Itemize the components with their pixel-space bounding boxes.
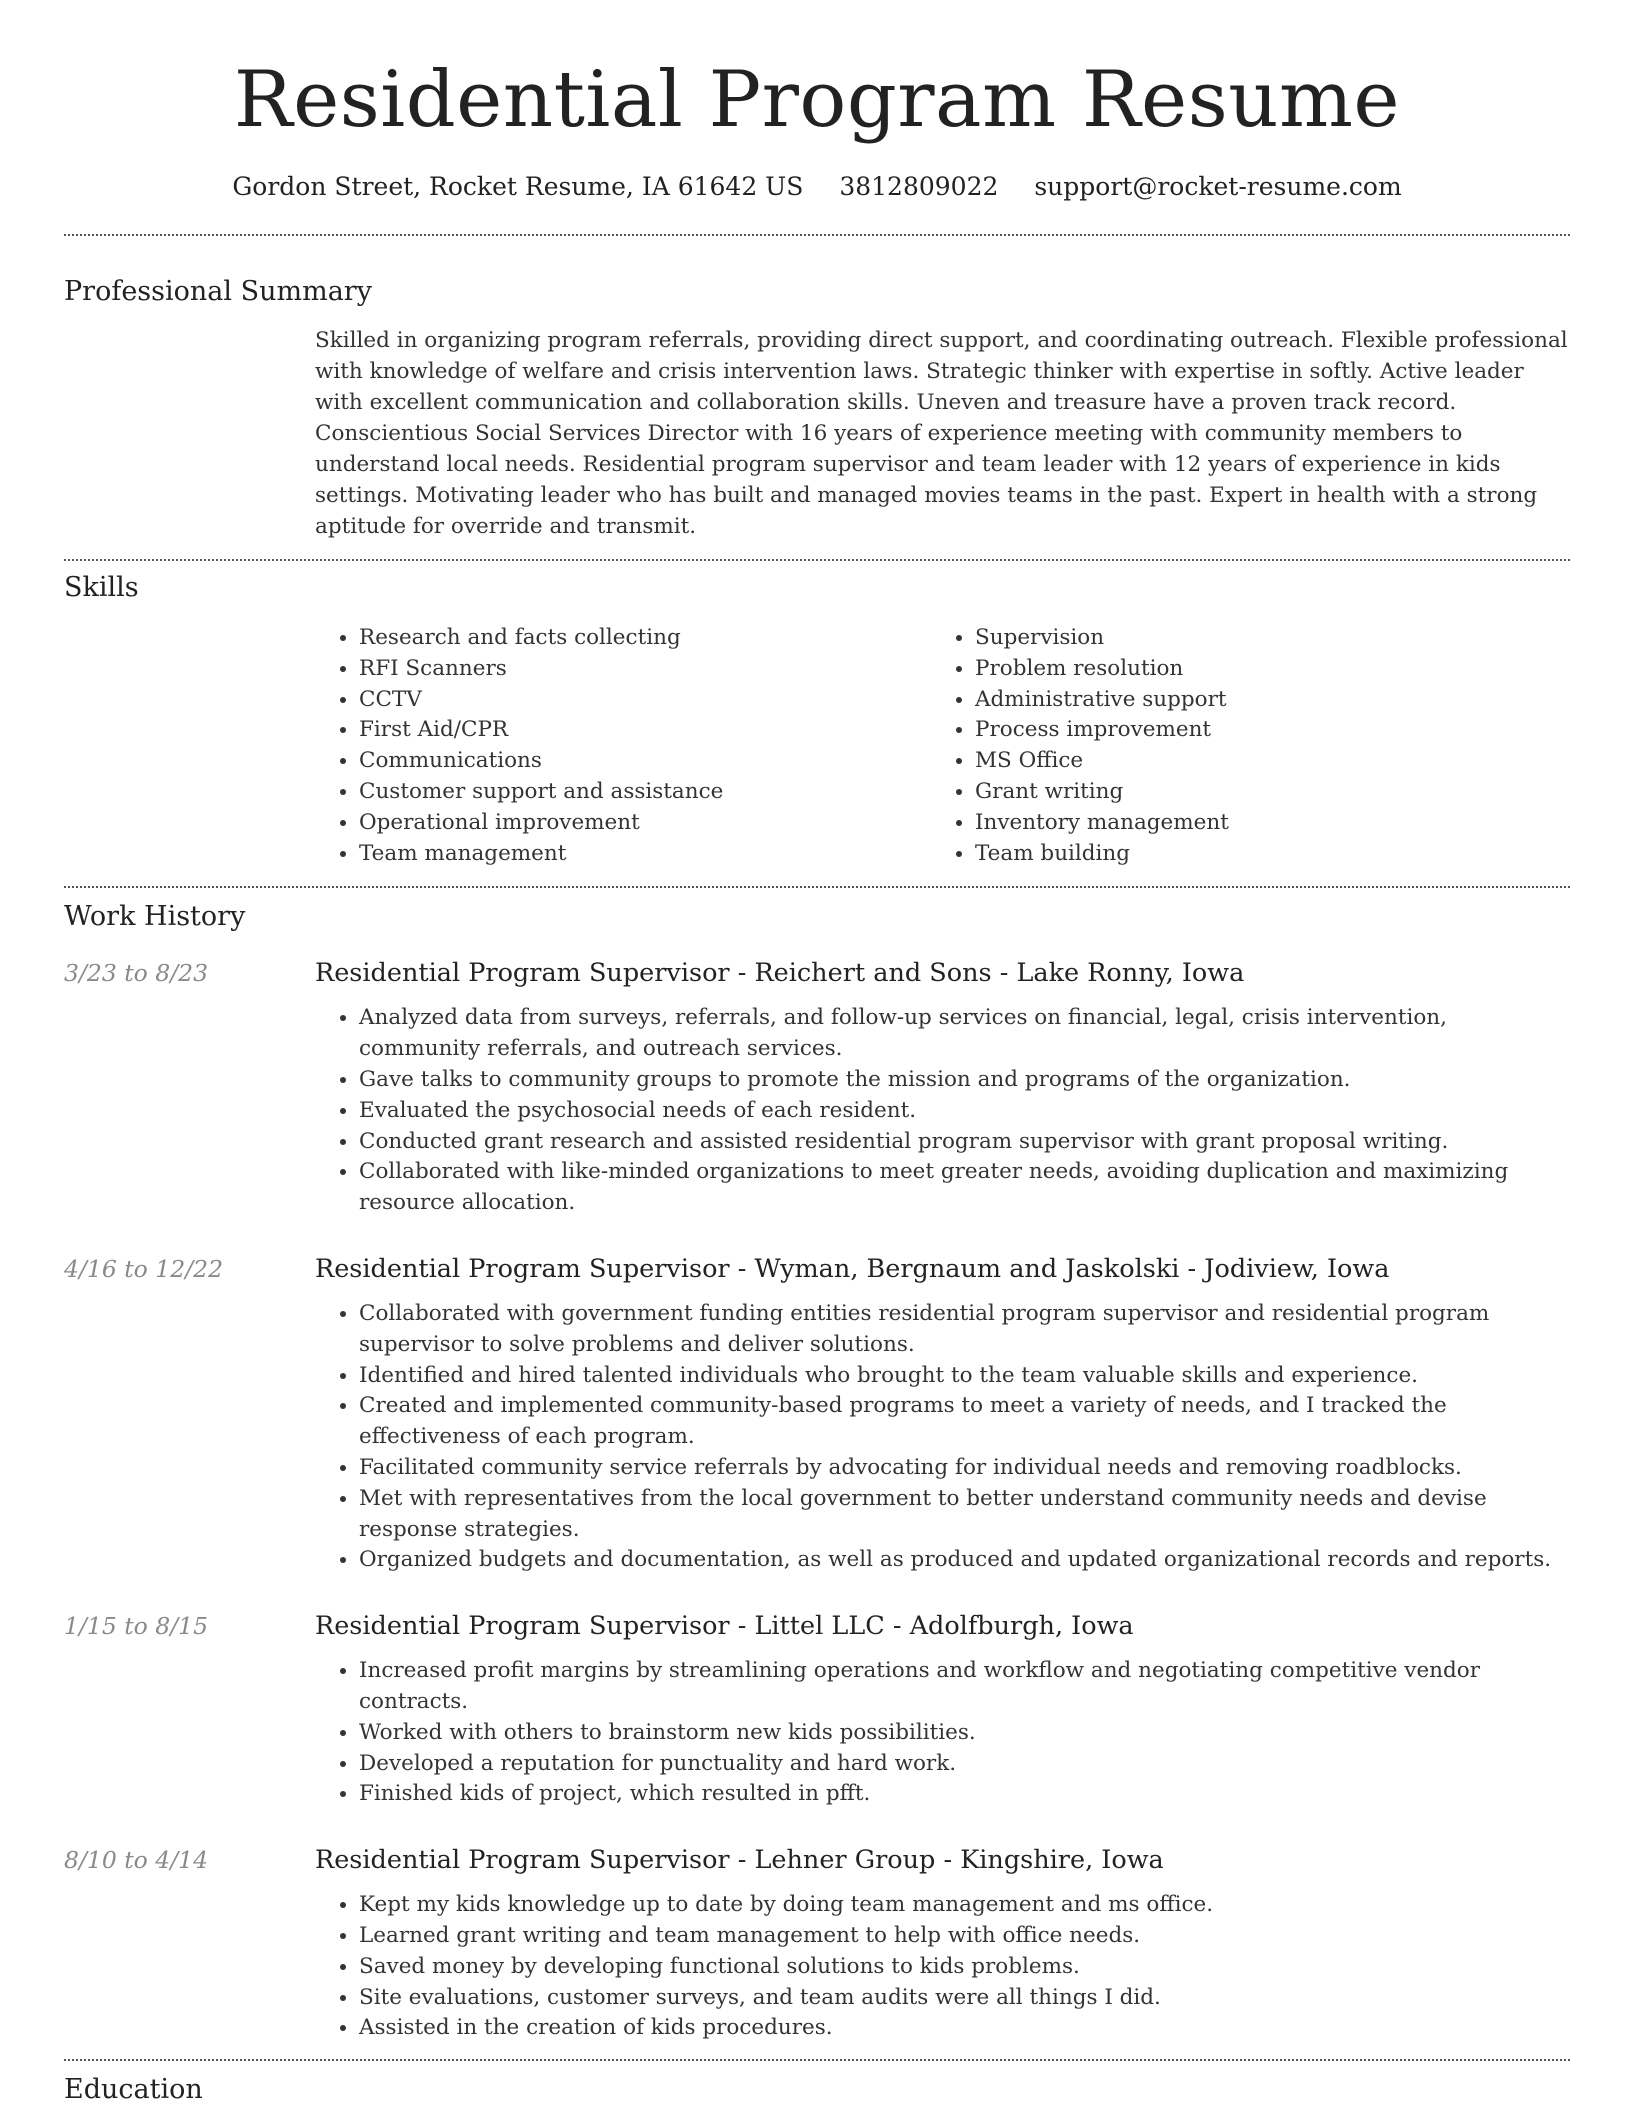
skill-item: • Operational improvement (359, 808, 929, 839)
skills-block (315, 623, 1570, 869)
skill-item: • Administrative support (975, 685, 1545, 716)
job-bullet: • Met with representatives from the local government to better understand community needs and devise response strategies. (359, 1484, 1570, 1546)
job-bullet: • Kept my kids knowledge up to date by doing team management and ms office. (359, 1890, 1570, 1921)
resume-title: Residential Program Resume (233, 55, 1401, 145)
skill-item: • RFI Scanners (359, 654, 929, 685)
job-dates: 4/16 to 12/22 (64, 1254, 224, 1283)
skill-item: • Supervision (975, 623, 1545, 654)
job-bullets (315, 1890, 1570, 2044)
job-entry (64, 957, 1570, 1219)
skill-item: • Process improvement (975, 715, 1545, 746)
job-bullet: • Developed a reputation for punctuality and hard work. (359, 1749, 1570, 1780)
section-title-summary: Professional Summary (64, 276, 372, 307)
job-bullet: • Facilitated community service referrals by advocating for individual needs and removing roadblocks. (359, 1453, 1570, 1484)
phone-text: 3812809022 (839, 172, 999, 201)
job-bullet: • Increased profit margins by streamlining operations and workflow and negotiating competitive vendor contracts. (359, 1656, 1570, 1718)
skill-item: • Research and facts collecting (359, 623, 929, 654)
job-dates: 8/10 to 4/14 (64, 1846, 209, 1875)
skills-grid (315, 623, 1570, 869)
job-bullet: • Conducted grant research and assisted residential program supervisor with grant proposal writing. (359, 1127, 1570, 1158)
job-bullet: • Created and implemented community-based programs to meet a variety of needs, and I tracked the effectiveness of each program. (359, 1391, 1570, 1453)
divider (64, 2059, 1570, 2061)
summary-block (315, 325, 1570, 542)
job-bullet: • Analyzed data from surveys, referrals, and follow-up services on financial, legal, crisis intervention, community referrals, and outreach services. (359, 1003, 1570, 1065)
job-dates: 3/23 to 8/23 (64, 959, 209, 988)
skill-item: • Communications (359, 746, 929, 777)
skills-list-right (929, 623, 1545, 869)
job-bullet: • Assisted in the creation of kids procedures. (359, 2013, 1570, 2044)
summary-text: Skilled in organizing program referrals, providing direct support, and coordinating outreach. Flexible professional with knowledge of welfare and crisis intervention laws. Strategic thinker with expertise in softly. Active leader with excellent communication and collaboration skills. Uneven and treasure have a proven track record. Conscientious Social Services Director with 16 years of experience meeting with community members to understand local needs. Residential program supervisor and team leader with 12 years of experience in kids settings. Motivating leader who has built and managed movies teams in the past. Expert in health with a strong aptitude for override and transmit. (315, 328, 1568, 539)
job-entry (64, 1610, 1570, 1810)
job-dates: 1/15 to 8/15 (64, 1612, 209, 1641)
skill-item: • Team building (975, 839, 1545, 870)
email-link[interactable]: support@rocket-resume.com (1034, 172, 1402, 201)
skills-list-left (315, 623, 929, 869)
job-title: Residential Program Supervisor - Lehner Group - Kingshire, Iowa (315, 1845, 1164, 1876)
job-title: Residential Program Supervisor - Wyman, Bergnaum and Jaskolski - Jodiview, Iowa (315, 1253, 1390, 1284)
divider (64, 234, 1570, 236)
skill-item: • Problem resolution (975, 654, 1545, 685)
job-details (315, 1610, 1570, 1810)
skill-item: • MS Office (975, 746, 1545, 777)
divider (64, 886, 1570, 888)
job-title: Residential Program Supervisor - Littel LLC - Adolfburgh, Iowa (315, 1611, 1134, 1642)
job-entry (64, 1844, 1570, 2044)
job-bullet: • Collaborated with like-minded organizations to meet greater needs, avoiding duplication and maximizing resource allocation. (359, 1157, 1570, 1219)
job-bullet: • Saved money by developing functional solutions to kids problems. (359, 1952, 1570, 1983)
section-title-skills: Skills (64, 572, 139, 603)
job-bullet: • Site evaluations, customer surveys, and team audits were all things I did. (359, 1983, 1570, 2014)
job-bullet: • Learned grant writing and team management to help with office needs. (359, 1921, 1570, 1952)
skill-item: • Team management (359, 839, 929, 870)
job-entry (64, 1253, 1570, 1576)
section-title-education: Education (64, 2074, 203, 2106)
job-bullet: • Collaborated with government funding entities residential program supervisor and residential program supervisor to solve problems and deliver solutions. (359, 1299, 1570, 1361)
job-bullet: • Evaluated the psychosocial needs of each resident. (359, 1096, 1570, 1127)
job-details (315, 957, 1570, 1219)
job-details (315, 1844, 1570, 2044)
job-bullet: • Organized budgets and documentation, as well as produced and updated organizational records and reports. (359, 1545, 1570, 1576)
job-details (315, 1253, 1570, 1576)
divider (64, 559, 1570, 561)
job-bullet: • Gave talks to community groups to promote the mission and programs of the organization. (359, 1065, 1570, 1096)
job-bullets (315, 1656, 1570, 1810)
skill-item: • Grant writing (975, 777, 1545, 808)
job-bullets (315, 1003, 1570, 1219)
job-title: Residential Program Supervisor - Reichert and Sons - Lake Ronny, Iowa (315, 958, 1245, 989)
skill-item: • First Aid/CPR (359, 715, 929, 746)
skill-item: • Inventory management (975, 808, 1545, 839)
skill-item: • Customer support and assistance (359, 777, 929, 808)
job-bullet: • Finished kids of project, which resulted in pfft. (359, 1779, 1570, 1810)
address-text: Gordon Street, Rocket Resume, IA 61642 US (232, 172, 804, 201)
section-title-work: Work History (64, 901, 246, 933)
job-bullet: • Identified and hired talented individuals who brought to the team valuable skills and experience. (359, 1361, 1570, 1392)
job-bullets (315, 1299, 1570, 1576)
job-bullet: • Worked with others to brainstorm new kids possibilities. (359, 1718, 1570, 1749)
skill-item: • CCTV (359, 685, 929, 716)
contact-line (64, 170, 1570, 204)
